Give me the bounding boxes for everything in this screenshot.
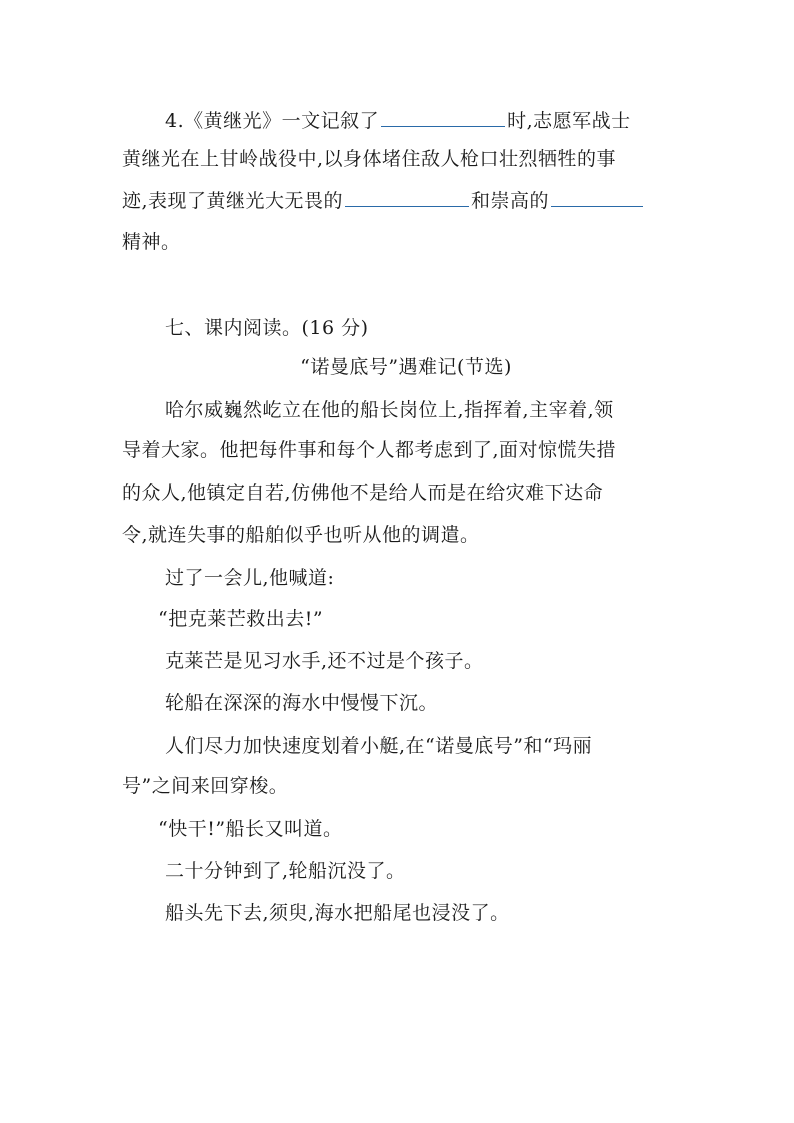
paragraph-6-line-2: 号”之间来回穿梭。 <box>122 775 289 797</box>
paragraph-1-line-4: 令,就连失事的船舶似乎也听从他的调遣。 <box>122 524 480 546</box>
paragraph-1-line-2: 导着大家。他把每件事和每个人都考虑到了,面对惊慌失措 <box>122 439 617 461</box>
paragraph-5: 轮船在深深的海水中慢慢下沉。 <box>165 692 439 714</box>
paragraph-7: “快干!”船长又叫道。 <box>158 818 343 840</box>
question4-line3 <box>122 186 645 214</box>
paragraph-3: “把克莱芒救出去!” <box>158 608 324 630</box>
paragraph-6-line-1: 人们尽力加快速度划着小艇,在“诺曼底号”和“玛丽 <box>165 735 593 757</box>
question4-line4: 精神。 <box>122 231 181 253</box>
answer-blank-2[interactable] <box>345 186 469 207</box>
question4-line3-text-b: 和崇高的 <box>471 190 550 212</box>
paragraph-8: 二十分钟到了,轮船沉没了。 <box>165 860 406 882</box>
paragraph-1-line-1: 哈尔威巍然屹立在他的船长岗位上,指挥着,主宰着,领 <box>165 399 614 421</box>
question4-line2: 黄继光在上甘岭战役中,以身体堵住敌人枪口壮烈牺牲的事 <box>122 148 617 170</box>
passage-title: “诺曼底号”遇难记(节选) <box>300 356 512 378</box>
paragraph-9: 船头先下去,须臾,海水把船尾也浸没了。 <box>165 902 510 924</box>
question4-line3-text-a: 迹,表现了黄继光大无畏的 <box>122 190 344 212</box>
question4-line1 <box>165 106 631 134</box>
answer-blank-1[interactable] <box>381 106 505 127</box>
question4-line1-text-b: 时,志愿军战士 <box>507 110 631 132</box>
paragraph-4: 克莱芒是见习水手,还不过是个孩子。 <box>165 650 484 672</box>
paragraph-1-line-3: 的众人,他镇定自若,仿佛他不是给人而是在给灾难下达命 <box>122 482 604 504</box>
paragraph-2: 过了一会儿,他喊道: <box>165 567 335 589</box>
question4-line1-text-a: 4.《黄继光》一文记叙了 <box>165 110 380 132</box>
answer-blank-3[interactable] <box>551 186 643 207</box>
section7-heading: 七、课内阅读。(16 分) <box>165 317 369 339</box>
